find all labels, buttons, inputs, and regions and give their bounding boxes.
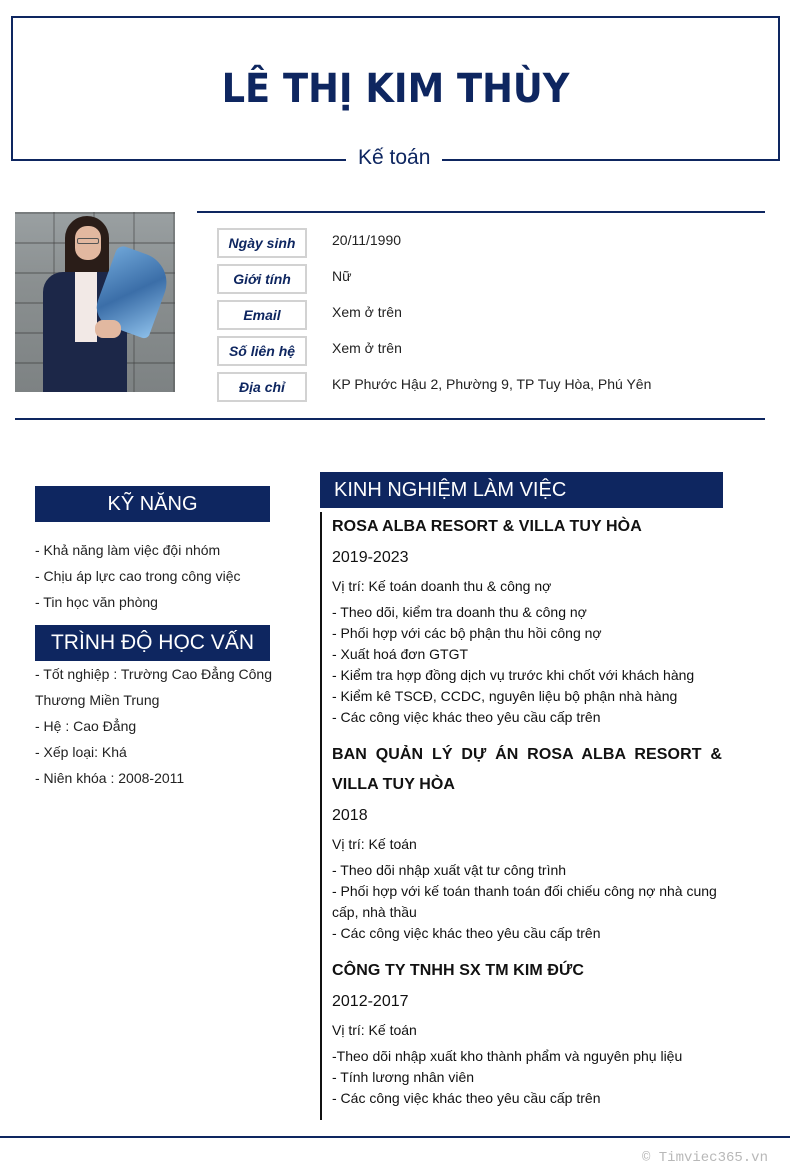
job-period: 2018 — [332, 807, 368, 824]
skill-item: - Khả năng làm việc đội nhóm — [35, 542, 221, 558]
experience-heading: KINH NGHIỆM LÀM VIỆC — [320, 472, 723, 508]
info-row-birthdate — [217, 228, 777, 258]
info-row-address — [217, 372, 777, 402]
task-item: - Các công việc khác theo yêu cầu cấp trên — [332, 925, 601, 941]
job-title: Kế toán — [346, 143, 442, 173]
education-item: - Hệ : Cao Đẳng — [35, 718, 137, 734]
task-item: - Các công việc khác theo yêu cầu cấp trên — [332, 709, 601, 725]
job-role: Vị trí: Kế toán — [332, 836, 417, 852]
company-name: BAN QUẢN LÝ DỰ ÁN ROSA ALBA RESORT & VILLA TUY HÒA — [332, 746, 722, 793]
info-value: Xem ở trên — [332, 304, 402, 320]
info-label: Email — [217, 300, 307, 330]
photo-hands — [95, 320, 121, 338]
job-tasks — [332, 1046, 722, 1109]
job-period: 2012-2017 — [332, 993, 409, 1010]
photo-shirt — [75, 272, 97, 342]
experience-item — [332, 512, 722, 728]
watermark: © Timviec365.vn — [641, 1150, 768, 1166]
task-item: - Theo dõi nhập xuất vật tư công trình — [332, 862, 567, 878]
task-item: - Phối hợp với các bộ phận thu hồi công nợ — [332, 625, 602, 641]
info-row-email — [217, 300, 777, 330]
photo-glasses — [77, 238, 99, 244]
skills-list — [35, 537, 275, 615]
education-item: - Niên khóa : 2008-2011 — [35, 770, 185, 786]
experience-item — [332, 740, 722, 944]
info-value: Xem ở trên — [332, 340, 402, 356]
skill-item: - Tin học văn phòng — [35, 594, 158, 610]
task-item: - Kiểm kê TSCĐ, CCDC, nguyên liệu bộ phận nhà hàng — [332, 688, 678, 704]
job-period: 2019-2023 — [332, 549, 409, 566]
info-label: Địa chỉ — [217, 372, 307, 402]
company-name: CÔNG TY TNHH SX TM KIM ĐỨC — [332, 962, 585, 979]
task-item: - Tính lương nhân viên — [332, 1069, 475, 1085]
divider — [197, 211, 765, 213]
skills-heading: KỸ NĂNG — [35, 486, 270, 522]
divider — [15, 418, 765, 420]
info-label: Giới tính — [217, 264, 307, 294]
profile-photo — [15, 212, 175, 392]
education-list — [35, 661, 275, 791]
info-value: Nữ — [332, 268, 352, 284]
info-row-phone — [217, 336, 777, 366]
experience-timeline-bar — [320, 512, 322, 1120]
job-role: Vị trí: Kế toán — [332, 1022, 417, 1038]
job-role: Vị trí: Kế toán doanh thu & công nợ — [332, 578, 552, 594]
task-item: - Phối hợp với kế toán thanh toán đối chiếu công nợ nhà cung cấp, nhà thầu — [332, 883, 717, 920]
candidate-name: LÊ THỊ KIM THÙY — [221, 66, 570, 112]
info-value: 20/11/1990 — [332, 232, 402, 248]
education-item: - Tốt nghiệp : Trường Cao Đẳng Công Thương Miền Trung — [35, 666, 272, 708]
experience-item — [332, 956, 722, 1109]
education-item: - Xếp loại: Khá — [35, 744, 127, 760]
footer-divider — [0, 1136, 790, 1138]
info-label: Ngày sinh — [217, 228, 307, 258]
task-item: - Xuất hoá đơn GTGT — [332, 646, 469, 662]
info-label: Số liên hệ — [217, 336, 307, 366]
job-tasks — [332, 602, 722, 728]
company-name: ROSA ALBA RESORT & VILLA TUY HÒA — [332, 518, 642, 535]
task-item: - Các công việc khác theo yêu cầu cấp trên — [332, 1090, 601, 1106]
job-tasks — [332, 860, 722, 944]
skill-item: - Chịu áp lực cao trong công việc — [35, 568, 241, 584]
info-value: KP Phước Hậu 2, Phường 9, TP Tuy Hòa, Phú Yên — [332, 376, 652, 392]
info-row-gender — [217, 264, 777, 294]
header-box — [11, 16, 780, 161]
task-item: - Theo dõi, kiểm tra doanh thu & công nợ — [332, 604, 587, 620]
education-heading: TRÌNH ĐỘ HỌC VẤN — [35, 625, 270, 661]
task-item: -Theo dõi nhập xuất kho thành phẩm và nguyên phụ liệu — [332, 1048, 683, 1064]
task-item: - Kiểm tra hợp đồng dịch vụ trước khi chốt với khách hàng — [332, 667, 695, 683]
